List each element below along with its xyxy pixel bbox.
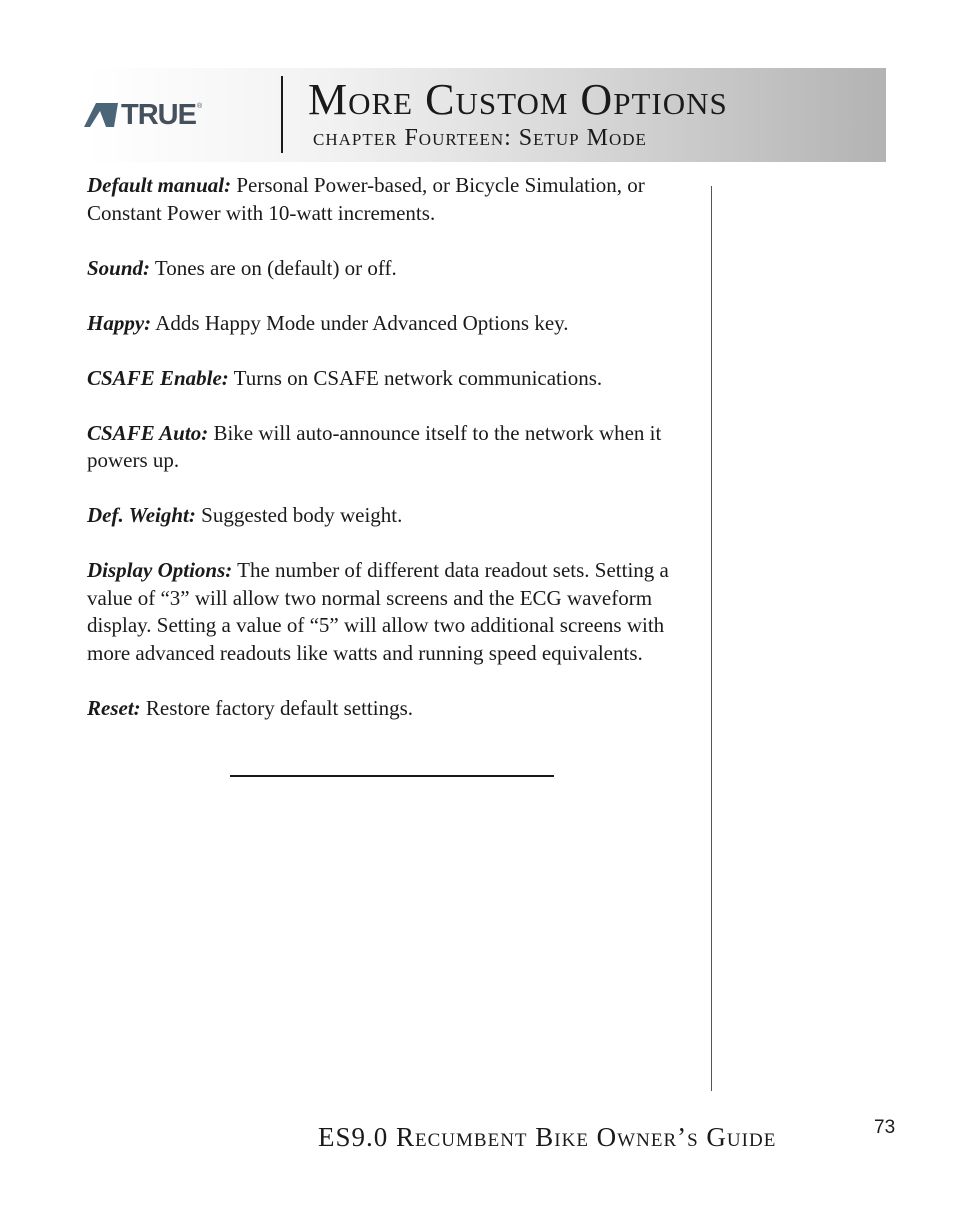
- page-title: More Custom Options: [308, 75, 728, 124]
- option-term: CSAFE Enable:: [87, 365, 229, 390]
- option-term: Def. Weight:: [87, 503, 196, 527]
- option-description: Adds Happy Mode under Advanced Options key.: [151, 310, 569, 335]
- chapter-subtitle: chapter Fourteen: Setup Mode: [313, 125, 647, 151]
- option-entry: [87, 255, 697, 283]
- option-description: Bike will auto-announce itself to the network when it powers up.: [87, 420, 662, 472]
- option-entry: [87, 310, 697, 338]
- option-description: The number of different data readout sets. Setting a value of “3” will allow two normal screens and the ECG waveform display. Setting a value of “5” will allow two additional screens with more advanced readouts like watts and running speed equivalents.: [87, 558, 669, 665]
- option-entry: [87, 502, 697, 530]
- page-number: 73: [874, 1117, 896, 1138]
- trademark-mark: ®: [196, 103, 203, 110]
- section-end-rule: [230, 775, 554, 777]
- option-term: CSAFE Auto:: [87, 420, 209, 445]
- header-divider: [281, 76, 283, 153]
- option-entry: [87, 695, 697, 723]
- guide-title: ES9.0 Recumbent Bike Owner’s Guide: [318, 1122, 777, 1152]
- options-list: [87, 172, 697, 750]
- option-entry: [87, 557, 697, 667]
- option-term: Default manual:: [87, 173, 232, 197]
- true-logo: [84, 99, 203, 131]
- option-term: Sound:: [87, 255, 151, 280]
- option-description: Personal Power-based, or Bicycle Simulation, or Constant Power with 10-watt increments.: [87, 173, 645, 225]
- option-description: Restore factory default settings.: [140, 695, 413, 720]
- true-logo-icon: [84, 103, 118, 127]
- option-description: Suggested body weight.: [195, 503, 403, 527]
- option-term: Happy:: [87, 310, 152, 335]
- option-description: Tones are on (default) or off.: [150, 255, 397, 280]
- column-divider: [711, 186, 712, 1091]
- option-entry: [87, 172, 697, 227]
- option-description: Turns on CSAFE network communications.: [228, 365, 603, 390]
- option-entry: [87, 365, 697, 393]
- option-term: Reset:: [87, 695, 141, 720]
- option-term: Display Options:: [87, 558, 233, 582]
- option-entry: [87, 420, 697, 475]
- logo-wordmark: TRUE: [121, 99, 196, 131]
